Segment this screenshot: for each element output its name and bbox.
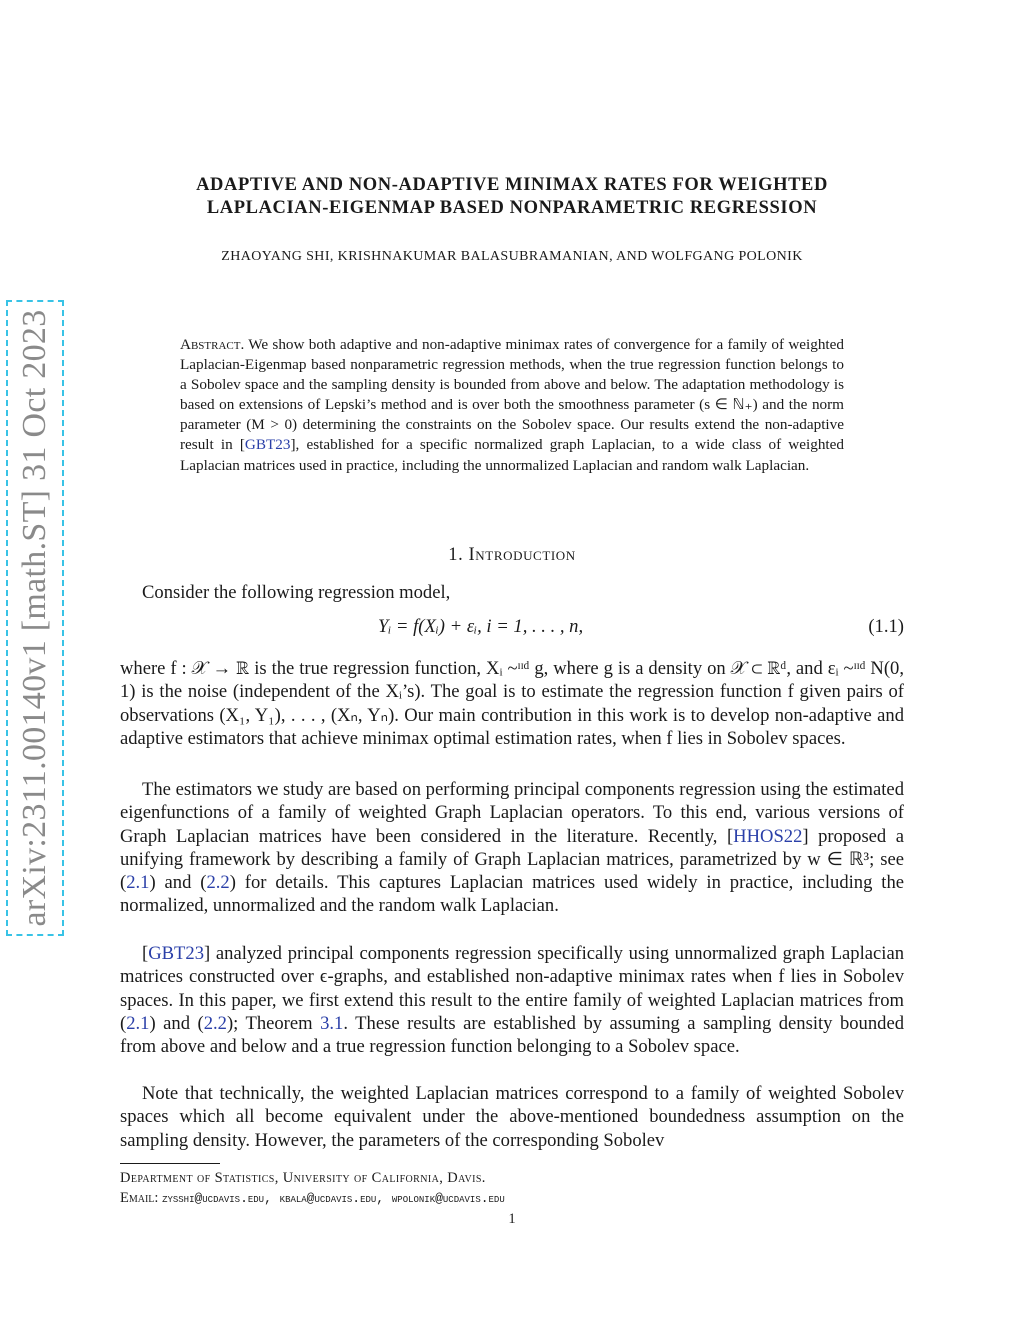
footnote-department: Department of Statistics, University of California, Davis.: [120, 1170, 486, 1186]
citation-link[interactable]: GBT23: [148, 943, 204, 964]
author-list: ZHAOYANG SHI, KRISHNAKUMAR BALASUBRAMANIAN, AND WOLFGANG POLONIK: [221, 249, 803, 264]
section-number: 1.: [448, 545, 464, 565]
paragraph-2-text-1: The estimators we study are based on performing principal components regression using the estimated eigenfunctions of a family of weighted Graph Laplacian operators. To this end, various versions of Graph Laplacian matrices have been considered in the literature. Recently, [: [120, 779, 904, 847]
equation-link[interactable]: 2.2: [206, 872, 230, 894]
equation-link[interactable]: 2.2: [203, 1012, 227, 1034]
abstract-text-2: ], established for a specific normalized graph Laplacian, to a wide class of weighted Laplacian matrices used in practice, including the unnormalized Laplacian and random walk Laplacian.: [180, 436, 844, 474]
page-number: 1: [508, 1211, 516, 1227]
paragraph-2-text-2: ] proposed a unifying framework by describing a family of Graph Laplacian matrices, parametrized by w ∈ ℝ³; see (: [120, 825, 904, 894]
paragraph-4: Note that technically, the weighted Laplacian matrices correspond to a family of weighted Sobolev spaces which all become equivalent under the above-mentioned boundedness assumption on the sampling density. However, the parameters of the corresponding Sobolev: [120, 1083, 904, 1151]
section-title: Introduction: [468, 545, 576, 565]
arxiv-stamp: [6, 300, 64, 936]
paragraph-2-text-3: ) and (: [149, 872, 207, 894]
paragraph-3-text-0: [: [142, 943, 149, 964]
section-heading: [120, 545, 904, 566]
title-line-1: ADAPTIVE AND NON-ADAPTIVE MINIMAX RATES FOR WEIGHTED: [196, 175, 828, 195]
title-line-2: LAPLACIAN-EIGENMAP BASED NONPARAMETRIC REGRESSION: [206, 198, 818, 218]
equation-link[interactable]: 2.1: [126, 1012, 150, 1034]
abstract-text-1: We show both adaptive and non-adaptive minimax rates of convergence for a family of weighted Laplacian-Eigenmap based nonparametric regression methods, when the true regression function belongs to a Sobolev space and the sampling density is bounded from above and below. The adaptation methodology is based on extensions of Lepski’s method and is over both the smoothness parameter (s ∈ ℕ₊) and the norm parameter (M > 0) determining the constraints on the Sobolev space. Our results extend the non-adaptive result in [: [180, 336, 844, 454]
equation-link[interactable]: 2.1: [126, 872, 150, 894]
abstract-label: Abstract.: [180, 336, 245, 353]
theorem-link[interactable]: 3.1: [320, 1012, 344, 1034]
paragraph-3: [120, 942, 904, 1058]
email-list[interactable]: zysshi@ucdavis.edu, kbala@ucdavis.edu, wpolonik@ucdavis.edu: [162, 1191, 505, 1206]
paragraph-3-text-2: ) and (: [149, 1012, 204, 1034]
paragraph-3-text-1: ] analyzed principal components regression specifically using unnormalized graph Laplacian matrices constructed over ϵ-graphs, and established non-adaptive minimax rates when f lies in Sobolev spaces. In this paper, we first extend this result to the entire family of weighted Laplacian matrices from (: [120, 943, 904, 1034]
intro-sentence: Consider the following regression model,: [142, 582, 451, 603]
email-label: Email:: [120, 1190, 159, 1206]
paragraph-3-text-3: ); Theorem: [226, 1012, 321, 1034]
footnote-email: [120, 1190, 904, 1207]
paper-title: [120, 174, 904, 220]
paragraph-2-text-4: ) for details. This captures Laplacian matrices used widely in practice, including the normalized, unnormalized and the random walk Laplacian.: [120, 872, 904, 917]
paragraph-2: [120, 778, 904, 918]
citation-link[interactable]: GBT23: [244, 436, 291, 454]
abstract: [180, 335, 844, 476]
equation-body: Yᵢ = f(Xᵢ) + εᵢ, i = 1, . . . , n,: [378, 616, 584, 637]
equation-number: (1.1): [868, 616, 904, 637]
paragraph-1: where f : 𝒳 → ℝ is the true regression function, Xᵢ ~ᶦᶦᵈ g, where g is a density on 𝒳 ⊂ ℝᵈ, and εᵢ ~ᶦᶦᵈ N(0, 1) is the noise (independent of the Xᵢ’s). The goal is to estimate the regression function f given pairs of observations (X₁, Y₁), . . . , (Xₙ, Yₙ). Our main contribution in this work is to develop non-adaptive and adaptive estimators that achieve minimax optimal estimation rates, when f lies in Sobolev spaces.: [120, 658, 904, 749]
arxiv-id: arXiv:2311.00140v1 [math.ST] 31 Oct 2023: [16, 309, 53, 927]
citation-link[interactable]: HHOS22: [733, 825, 803, 847]
footnote-divider: [120, 1163, 220, 1164]
paragraph-3-text-4: . These results are established by assuming a sampling density bounded from above and below and a true regression function belonging to a Sobolev space.: [120, 1012, 904, 1058]
